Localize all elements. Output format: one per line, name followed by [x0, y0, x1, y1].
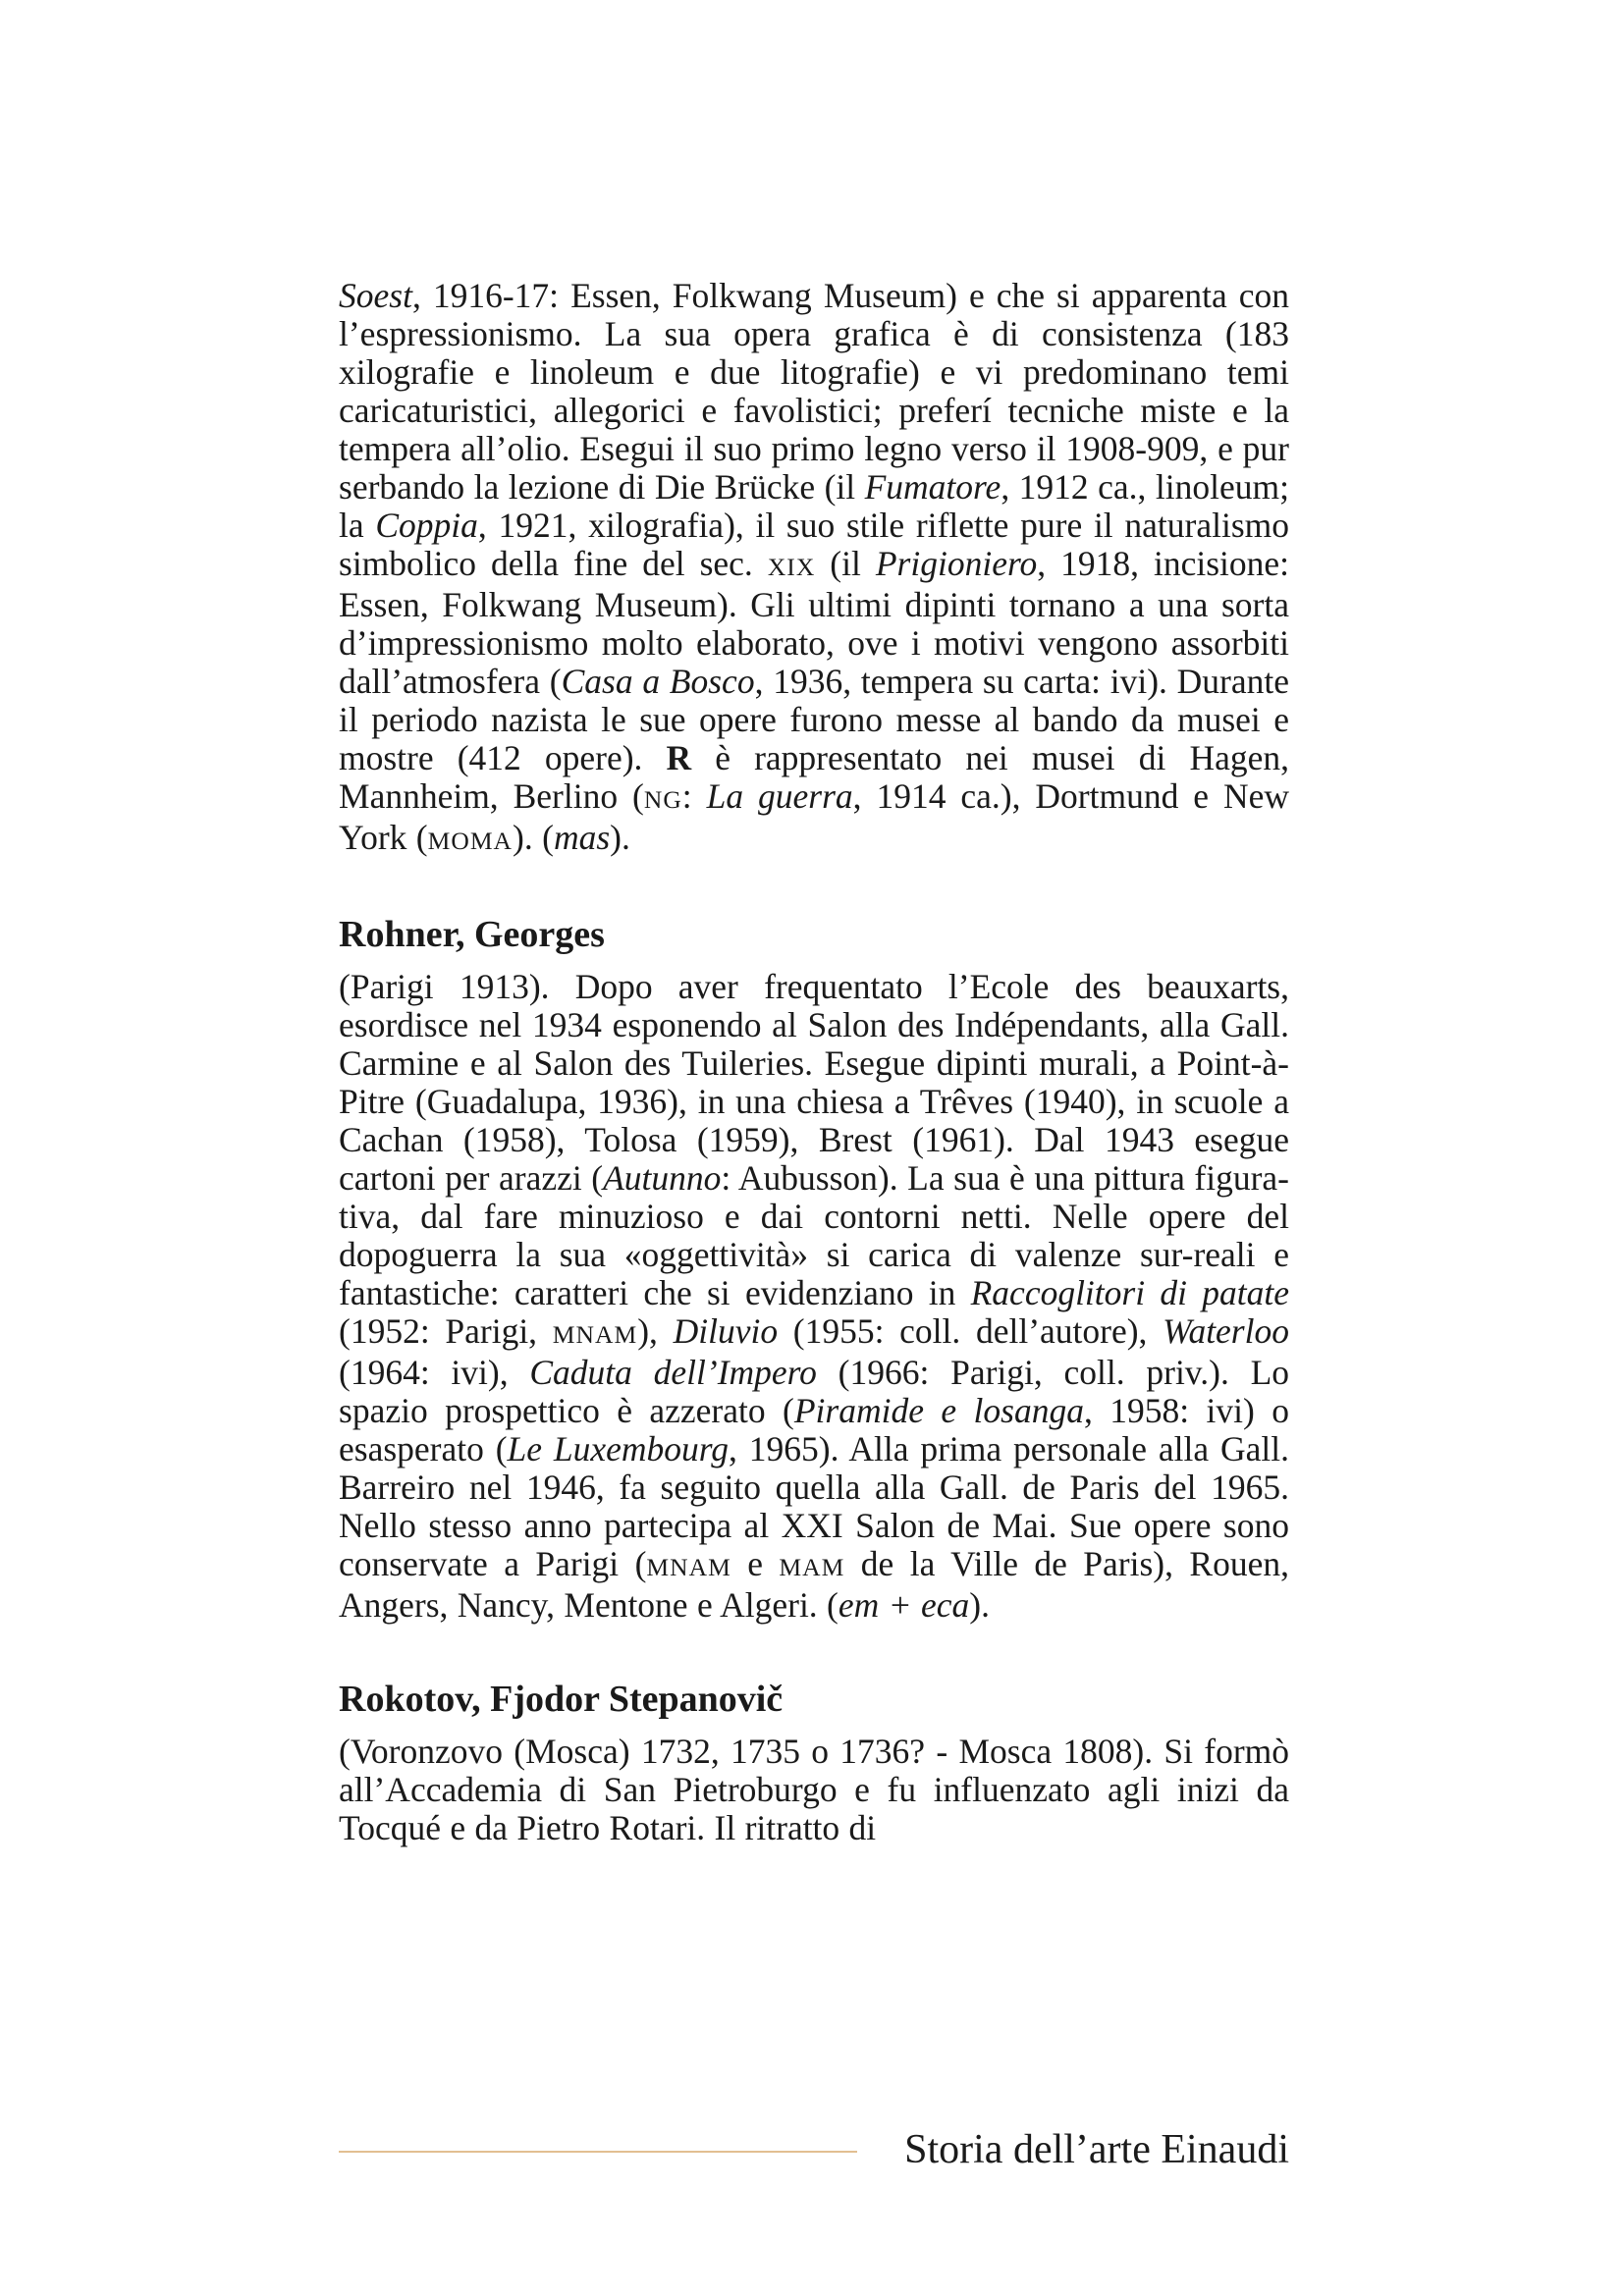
page-body: [339, 277, 1289, 1847]
body-text: , 1918, incisione: Essen, Folkwang Museum). Gli ultimi dipinti tornano a una sorta d’impressionismo molto elaborato, ove i motivi vengono assorbiti dall’atmosfera (: [339, 544, 1289, 701]
footer-rule: [339, 2151, 857, 2153]
body-text: : Aubusson). La sua è una pittura figurativa, dal fare minuzioso e dai contorni netti. Nelle opere del dopoguerra la sua «oggettività» si carica di valenze sur-reali e fantastiche: caratteri che si evidenziano in: [339, 1158, 1289, 1312]
small-caps-text: MNAM: [552, 1320, 638, 1349]
body-text: (Parigi 1913). Dopo aver frequentato l’Ecole des beauxarts, esordisce nel 1934 esponendo al Salon des Indépendants, alla Gall. Carmine e al Salon des Tuileries. Esegue dipinti murali, a Point-à-Pitre (Guadalupa, 1936), in una chiesa a Trêves (1940), in scuole a Cachan (1958), Tolosa (1959), Brest (1961). Dal 1943 esegue cartoni per arazzi (: [339, 967, 1289, 1198]
italic-text: La guerra: [706, 776, 853, 816]
italic-text: mas: [553, 818, 611, 857]
entry-heading-rokotov: Rokotov, Fjodor Stepanovič: [339, 1679, 784, 1720]
body-text: (1964: ivi),: [339, 1353, 530, 1392]
italic-text: Diluvio: [673, 1311, 779, 1351]
body-text: ).: [969, 1585, 990, 1625]
body-text: (1966: Parigi, coll. priv.). Lo spazio prospettico è azzerato (: [339, 1353, 1290, 1430]
italic-text: Autunno: [603, 1158, 722, 1198]
body-text: (1952: Parigi,: [339, 1311, 553, 1351]
small-caps-text: XIX: [767, 553, 816, 581]
italic-text: Fumatore: [864, 467, 1001, 507]
italic-text: em + eca: [838, 1585, 970, 1625]
italic-text: Piramide e losanga: [793, 1391, 1084, 1430]
small-caps-text: MOMA: [427, 827, 514, 855]
body-text: , 1914 ca.), Dortmund e New York (: [339, 776, 1289, 857]
body-text: (Voronzovo (Mosca) 1732, 1735 o 1736? - Mosca 1808). Si formò all’Accademia di San Pietroburgo e fu influenzato agli inizi da Tocqué e da Pietro Rotari. Il ritratto di: [339, 1732, 1289, 1847]
italic-text: Caduta dell’Impero: [529, 1353, 817, 1392]
body-text: , 1936, tempera su carta: ivi). Durante il periodo nazista le sue opere furono messe al bando da musei e mostre (412 opere).: [339, 662, 1289, 777]
italic-text: Waterloo: [1163, 1311, 1289, 1351]
footer-publication-title: Storia dell’arte Einaudi: [904, 2127, 1289, 2172]
entry-body-rokotov: [339, 1733, 1289, 1847]
body-text: ). (: [513, 818, 554, 857]
page-footer: [339, 2120, 1289, 2179]
body-text: e: [730, 1544, 780, 1583]
small-caps-text: MNAM: [646, 1553, 731, 1581]
italic-text: Le Luxembourg: [507, 1429, 730, 1468]
small-caps-text: NG: [643, 785, 682, 814]
body-text: (il: [815, 544, 876, 583]
italic-text: Soest: [339, 276, 412, 315]
body-text: (1955: coll. dell’autore),: [778, 1311, 1163, 1351]
body-text: , 1965). Alla prima personale alla Gall. Barreiro nel 1946, fa seguito quella alla Gall. de Paris del 1965. Nello stesso anno partecipa al XXI Salon de Mai. Sue opere sono conservate a Parigi (: [339, 1429, 1289, 1583]
italic-text: Casa a Bosco: [561, 662, 755, 701]
bold-text: R: [666, 738, 692, 777]
italic-text: Coppia: [375, 506, 478, 545]
small-caps-text: MAM: [779, 1553, 845, 1581]
body-text: , 1921, xilografia), il suo stile riflette pure il naturalismo simbolico della fine del sec.: [339, 506, 1289, 583]
entry-body-rohner: [339, 968, 1289, 1625]
body-text: è rappresentato nei musei di Hagen, Mannheim, Berlino (: [339, 738, 1289, 816]
body-text: ),: [637, 1311, 674, 1351]
entry-heading-rohner: Rohner, Georges: [339, 914, 605, 955]
italic-text: Prigioniero: [875, 544, 1038, 583]
body-text: , 1958: ivi) o esasperato (: [339, 1391, 1289, 1468]
body-text: ).: [610, 818, 630, 857]
entry-continuation: [339, 277, 1289, 860]
body-text: , 1916-17: Essen, Folkwang Museum) e che si apparenta con l’espressionismo. La sua opera grafica è di consistenza (183 xilografie e linoleum e due litografie) e vi predominano temi caricaturistici, allegorici e favolistici; preferí tecniche miste e la tempera all’olio. Esegui il suo primo legno verso il 1908-909, e pur serbando la lezione di Die Brücke (il: [339, 276, 1289, 507]
body-text: , 1912 ca., linoleum; la: [339, 467, 1289, 545]
body-text: :: [681, 776, 707, 816]
body-text: de la Ville de Paris), Rouen, Angers, Nancy, Mentone e Algeri. (: [339, 1544, 1289, 1625]
italic-text: Raccoglitori di patate: [970, 1273, 1289, 1312]
